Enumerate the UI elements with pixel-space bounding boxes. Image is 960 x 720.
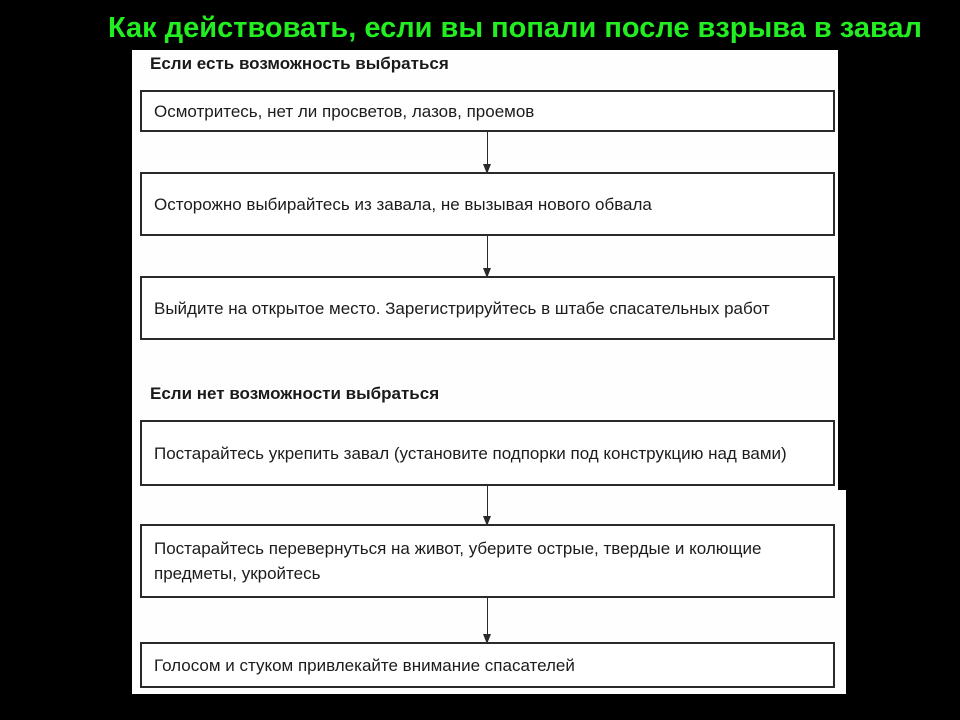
step-exit-carefully xyxy=(140,172,835,236)
slide-title: Как действовать, если вы попали после взрыва в завал xyxy=(108,12,922,44)
step-register-at-hq xyxy=(140,276,835,340)
step-text: Голосом и стуком привлекайте внимание спасателей xyxy=(154,655,575,675)
step-turn-over-and-cover xyxy=(140,524,835,598)
flow-arrow xyxy=(487,598,488,642)
step-text: Постарайтесь укрепить завал (установите подпорки под конструкцию над вами) xyxy=(154,443,787,463)
section-heading-cannot-exit: Если нет возможности выбраться xyxy=(150,384,440,403)
flow-arrow xyxy=(487,132,488,172)
step-text: Осторожно выбирайтесь из завала, не вызывая нового обвала xyxy=(154,194,652,214)
step-text: Осмотритесь, нет ли просветов, лазов, проемов xyxy=(154,101,535,121)
section-heading-can-exit: Если есть возможность выбраться xyxy=(150,54,449,73)
step-look-around xyxy=(140,90,835,132)
step-text: Постарайтесь перевернуться на живот, уберите острые, твердые и колющие предметы, укройтесь xyxy=(154,539,762,583)
flow-arrow xyxy=(487,236,488,276)
step-reinforce-debris xyxy=(140,420,835,486)
sheet-edge-shadow xyxy=(838,50,846,490)
step-text: Выйдите на открытое место. Зарегистрируйтесь в штабе спасательных работ xyxy=(154,298,770,318)
flow-arrow xyxy=(487,486,488,524)
step-signal-rescuers xyxy=(140,642,835,688)
